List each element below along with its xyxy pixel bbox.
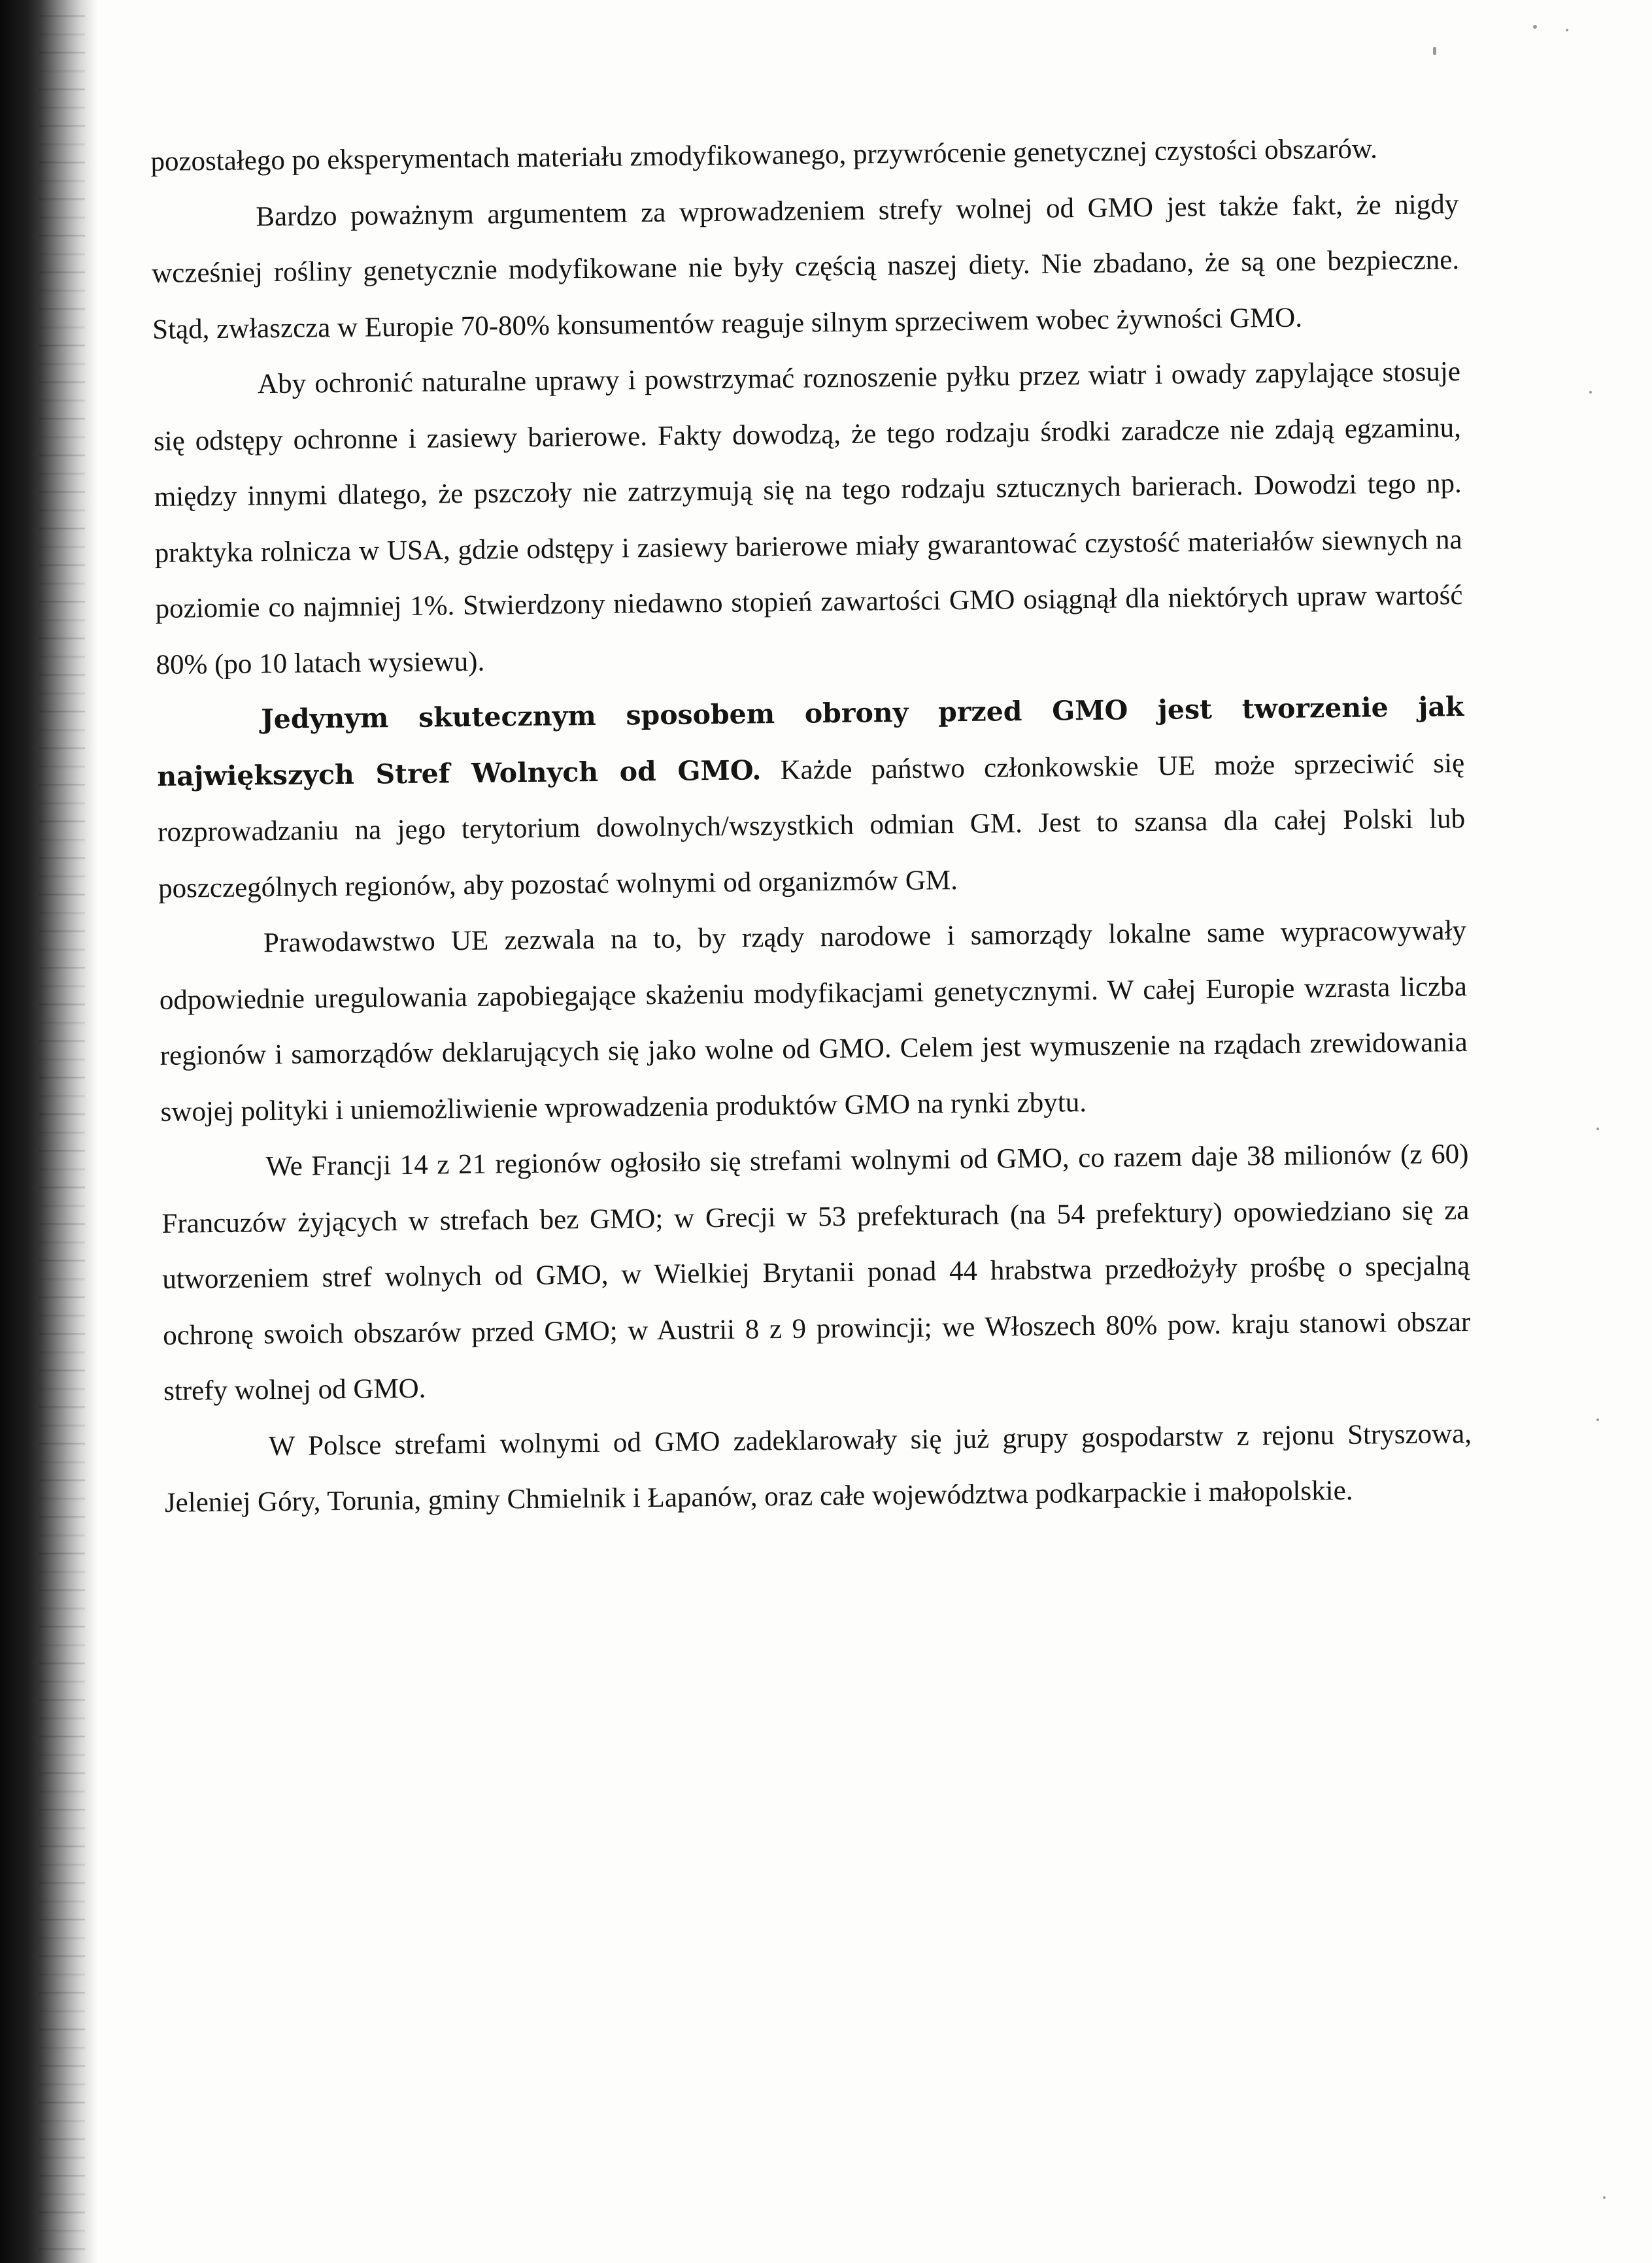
scan-speck [1589, 391, 1592, 394]
paragraph [161, 1126, 1471, 1419]
scan-speck [1596, 1418, 1599, 1421]
scan-speck [1596, 1128, 1599, 1130]
bold-lead-sentence: Jedynym skutecznym sposobem obrony przed GMO jest tworzenie jak największych Stref Wolnych od GMO. [157, 691, 1464, 792]
paragraph-text: Każde państwo członkowskie UE może sprzeciwić się rozprowadzaniu na jego terytorium dowolnych/wszystkich odmian GM. Jest to szansa dla całej Polski lub poszczególnych regionów, aby pozostać wolnymi od organizmów GM. [157, 747, 1466, 904]
paragraph [151, 176, 1460, 358]
paragraph-text: Bardzo poważnym argumentem za wprowadzeniem strefy wolnej od GMO jest także fakt, że nigdy wcześniej rośliny genetycznie modyfikowane nie były częścią naszej diety. Nie zbadano, że są one bezpieczne. Stąd, zwłaszcza w Europie 70-80% konsumentów reaguje silnym sprzeciwem wobec żywności GMO. [151, 188, 1460, 345]
scan-speck [1566, 29, 1568, 31]
paragraph [159, 903, 1468, 1140]
paragraph-text: pozostałego po eksperymentach materiału zmodyfikowanego, przywrócenie genetycznej czystości obszarów. [150, 133, 1378, 177]
paragraph-text: W Polsce strefami wolnymi od GMO zadeklarowały się już grupy gospodarstw z rejonu Stryszowa, Jeleniej Góry, Torunia, gminy Chmielnik i Łapanów, oraz całe województwa podkarpackie i małopolskie. [164, 1418, 1472, 1518]
paragraph [164, 1405, 1473, 1531]
document-body [150, 120, 1472, 1531]
paragraph-text: We Francji 14 z 21 regionów ogłosiło się strefami wolnymi od GMO, co razem daje 38 milionów (z 60) Francuzów żyjących w strefach bez GMO; w Grecji w 53 prefekturach (na 54 prefektury) opowiedziano się za utworzeniem stref wolnych od GMO, w Wielkiej Brytanii ponad 44 hrabstwa przedłożyły prośbę o specjalną ochronę swoich obszarów przed GMO; w Austrii 8 z 9 prowincji; we Włoszech 80% pow. kraju stanowi obszar strefy wolnej od GMO. [161, 1138, 1471, 1407]
paragraph [156, 679, 1466, 916]
paragraph-text: Prawodawstwo UE zezwala na to, by rządy narodowe i samorządy lokalne same wypracowywały odpowiednie uregulowania zapobiegające skażeniu modyfikacjami genetycznymi. W całej Europie wzrasta liczba regionów i samorządów deklarujących się jako wolne od GMO. Celem jest wymuszenie na rządach zrewidowania swojej polityki i uniemożliwienie wprowadzenia produktów GMO na rynki zbytu. [159, 914, 1468, 1128]
scan-speck [1433, 47, 1436, 55]
paragraph [153, 344, 1464, 693]
binding-speckle [39, 0, 85, 2263]
scan-speck [1533, 25, 1537, 29]
paragraph-text: Aby ochronić naturalne uprawy i powstrzymać roznoszenie pyłku przez wiatr i owady zapylające stosuje się odstępy ochronne i zasiewy barierowe. Fakty dowodzą, że tego rodzaju środki zaradcze nie zdają egzaminu, między innymi dlatego, że pszczoły nie zatrzymują się na tego rodzaju sztucznych barierach. Dowodzi tego np. praktyka rolnicza w USA, gdzie odstępy i zasiewy barierowe miały gwarantować czystość materiałów siewnych na poziomie co najmniej 1%. Stwierdzony niedawno stopień zawartości GMO osiągnął dla niektórych upraw wartość 80% (po 10 latach wysiewu). [153, 356, 1463, 680]
scan-speck [1603, 2196, 1606, 2199]
